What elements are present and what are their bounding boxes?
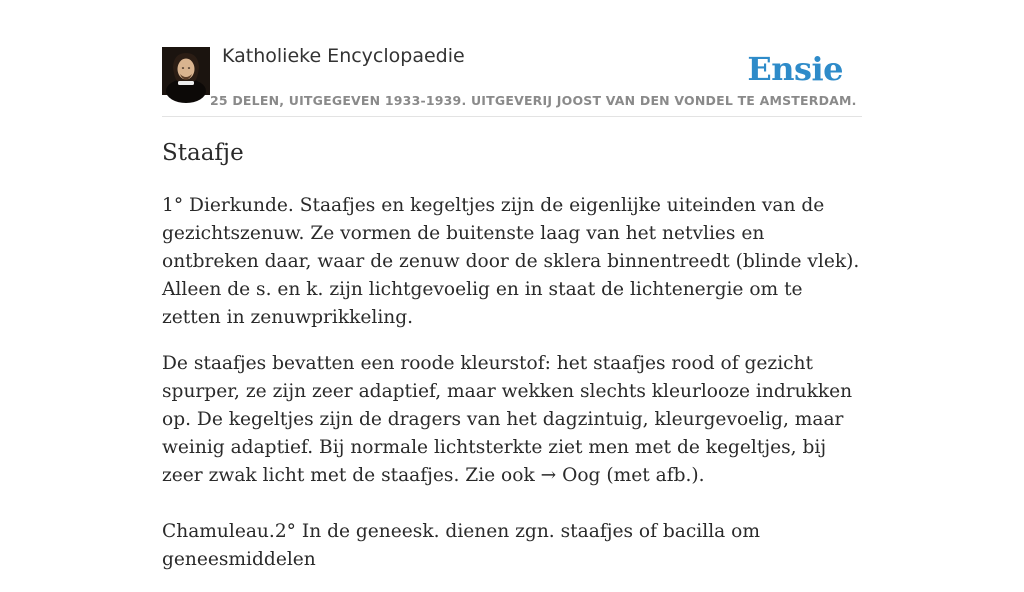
brand-logo-link[interactable]: Ensie xyxy=(747,50,843,88)
publication-subtitle: 25 DELEN, UITGEGEVEN 1933-1939. UITGEVERIJ JOOST VAN DEN VONDEL TE AMSTERDAM. xyxy=(210,93,857,108)
publication-title[interactable]: Katholieke Encyclopaedie xyxy=(222,45,465,67)
article-paragraph: De staafjes bevatten een roode kleurstof: het staafjes rood of gezicht spurper, ze zijn zeer adaptief, maar wekken slechts kleurlooze indrukken op. De kegeltjes zijn de dragers van het dagzintuig, kleurgevoelig, maar weinig adaptief. Bij normale lichtsterkte ziet men met de kegeltjes, bij zeer zwak licht met de staafjes. Zie ook → Oog (met afb.). xyxy=(162,353,853,486)
publication-header xyxy=(162,0,862,117)
article-paragraph: 1° Dierkunde. Staafjes en kegeltjes zijn de eigenlijke uiteinden van de gezichtszenuw. Ze vormen de buitenste laag van het netvlies en ontbreken daar, waar de zenuw door de sklera binnentreedt (blinde vlek). Alleen de s. en k. zijn lichtgevoelig en in staat de lichtenergie om te zetten in zenuwprikkeling. xyxy=(162,195,860,328)
article-title: Staafje xyxy=(162,140,244,166)
article-body xyxy=(162,192,862,592)
portrait-avatar-icon[interactable] xyxy=(162,47,210,95)
page xyxy=(162,0,862,570)
article-paragraph: Chamuleau.2° In de geneesk. dienen zgn. staafjes of bacilla om geneesmiddelen xyxy=(162,521,760,570)
